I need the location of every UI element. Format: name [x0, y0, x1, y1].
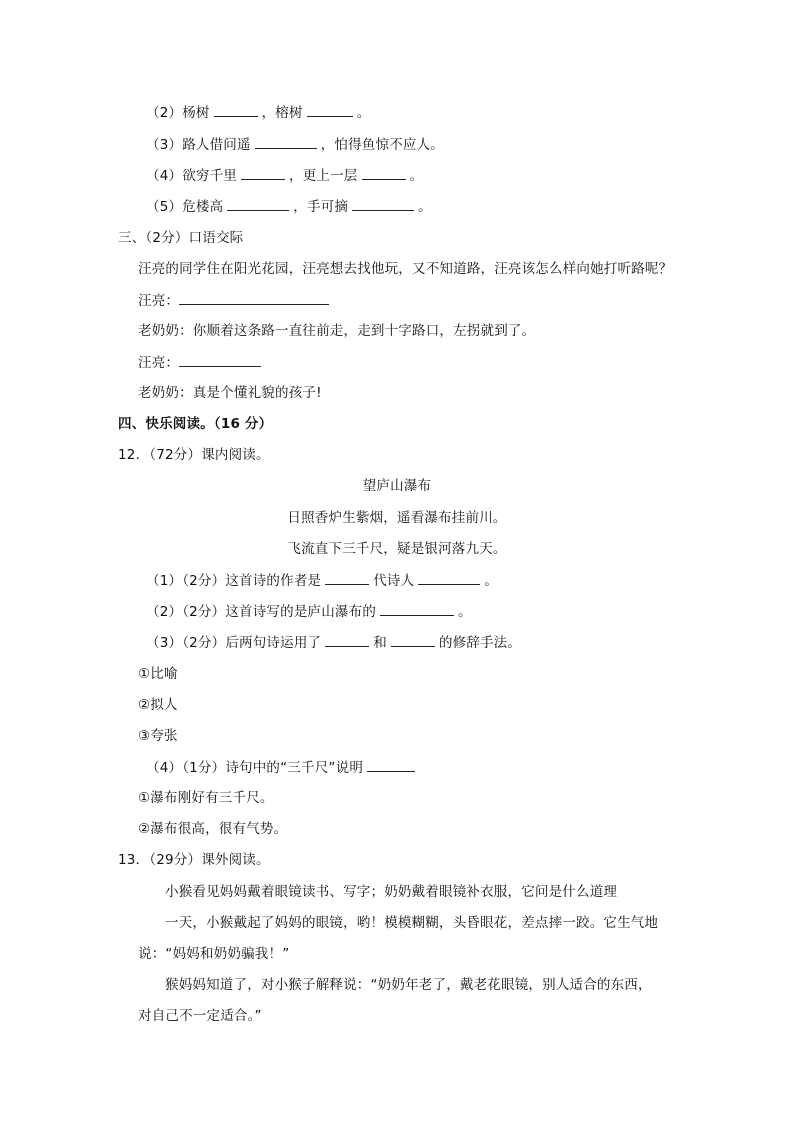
fill-line-4 — [146, 165, 423, 186]
answer-blank[interactable] — [380, 601, 454, 616]
fill-line-5 — [146, 196, 432, 217]
answer-blank[interactable] — [325, 570, 369, 585]
poem-line-2: 飞流直下三千尺，疑是银河落九天。 — [287, 541, 507, 557]
poem-line-1: 日照香炉生紫烟，遥看瀑布挂前川。 — [287, 510, 507, 526]
question-13: 13．（29分）课外阅读。 — [118, 852, 270, 868]
answer-blank[interactable] — [227, 196, 289, 211]
passage-line-5: 对自己不一定适合。” — [138, 1008, 262, 1024]
section-4-heading: 四、快乐阅读。（16 分） — [118, 416, 273, 432]
q12-1 — [146, 570, 498, 591]
question-12: 12．（72分）课内阅读。 — [118, 447, 270, 463]
passage-line-1: 小猴看见妈妈戴着眼镜读书、写字；奶奶戴着眼镜补衣服，它问是什么道理 — [165, 884, 618, 900]
answer-blank[interactable] — [418, 570, 480, 585]
answer-blank[interactable] — [367, 757, 415, 772]
q12-4-option-2: ②瀑布很高，很有气势。 — [138, 821, 288, 837]
passage-line-3: 说：“妈妈和奶奶骗我！” — [138, 946, 290, 962]
section-3-heading: 三、（2分）口语交际 — [118, 230, 244, 246]
option-3: ③夸张 — [138, 728, 178, 744]
fill-text: ，手可摘 — [293, 199, 349, 215]
answer-blank[interactable] — [255, 134, 317, 149]
passage-line-2: 一天，小猴戴起了妈妈的眼镜，哟！模模糊糊，头昏眼花，差点摔一跤。它生气地 — [165, 915, 659, 931]
answer-blank[interactable] — [179, 352, 261, 367]
answer-blank[interactable] — [179, 290, 329, 305]
q12-4 — [146, 757, 419, 778]
fill-line-3 — [146, 134, 444, 155]
dialogue-line-1 — [138, 290, 333, 311]
q12-2 — [146, 601, 472, 622]
fill-text: （2）杨树 — [146, 105, 210, 121]
fill-text: ，榕树 — [261, 105, 303, 121]
question-text: （3）（2分）后两句诗运用了 — [146, 635, 322, 651]
dialogue-line-3 — [138, 352, 265, 373]
fill-text: 。 — [418, 199, 432, 215]
answer-blank[interactable] — [352, 196, 414, 211]
fill-text: 。 — [409, 168, 424, 184]
answer-blank[interactable] — [362, 165, 406, 180]
option-1: ①比喻 — [138, 666, 178, 682]
fill-text: ，怕得鱼惊不应人。 — [320, 137, 445, 153]
question-text: 。 — [484, 573, 499, 589]
fill-text: （4）欲穷千里 — [146, 168, 237, 184]
dialogue-line-4: 老奶奶：真是个懂礼貌的孩子! — [138, 385, 322, 401]
question-text: 。 — [458, 604, 472, 620]
question-text: （1）（2分）这首诗的作者是 — [146, 573, 322, 589]
answer-blank[interactable] — [307, 102, 353, 117]
passage-line-4: 猴妈妈知道了，对小猴子解释说：“奶奶年老了，戴老花眼镜，别人适合的东西， — [165, 977, 652, 993]
fill-text: （3）路人借问遥 — [146, 137, 251, 153]
section-3-prompt: 汪亮的同学住在阳光花园，汪亮想去找他玩，又不知道路，汪亮该怎么样向她打听路呢？ — [138, 261, 673, 277]
poem-title: 望庐山瀑布 — [362, 478, 432, 494]
fill-line-2 — [146, 102, 370, 123]
speaker-label: 汪亮： — [138, 355, 180, 371]
question-text: 和 — [373, 635, 387, 651]
dialogue-line-2: 老奶奶：你顺着这条路一直往前走，走到十字路口，左拐就到了。 — [138, 323, 536, 339]
option-2: ②拟人 — [138, 697, 178, 713]
question-text: 代诗人 — [373, 573, 415, 589]
question-text: 的修辞手法。 — [438, 635, 522, 651]
answer-blank[interactable] — [214, 102, 258, 117]
answer-blank[interactable] — [325, 632, 369, 647]
fill-text: 。 — [356, 105, 371, 121]
fill-text: （5）危楼高 — [146, 199, 224, 215]
q12-4-option-1: ①瀑布刚好有三千尺。 — [138, 790, 274, 806]
answer-blank[interactable] — [391, 632, 435, 647]
question-text: （2）（2分）这首诗写的是庐山瀑布的 — [146, 604, 377, 620]
answer-blank[interactable] — [241, 165, 285, 180]
speaker-label: 汪亮： — [138, 293, 180, 309]
q12-3 — [146, 632, 521, 653]
fill-text: ，更上一层 — [289, 168, 358, 184]
question-text: （4）（1分）诗句中的“三千尺”说明 — [146, 760, 364, 776]
